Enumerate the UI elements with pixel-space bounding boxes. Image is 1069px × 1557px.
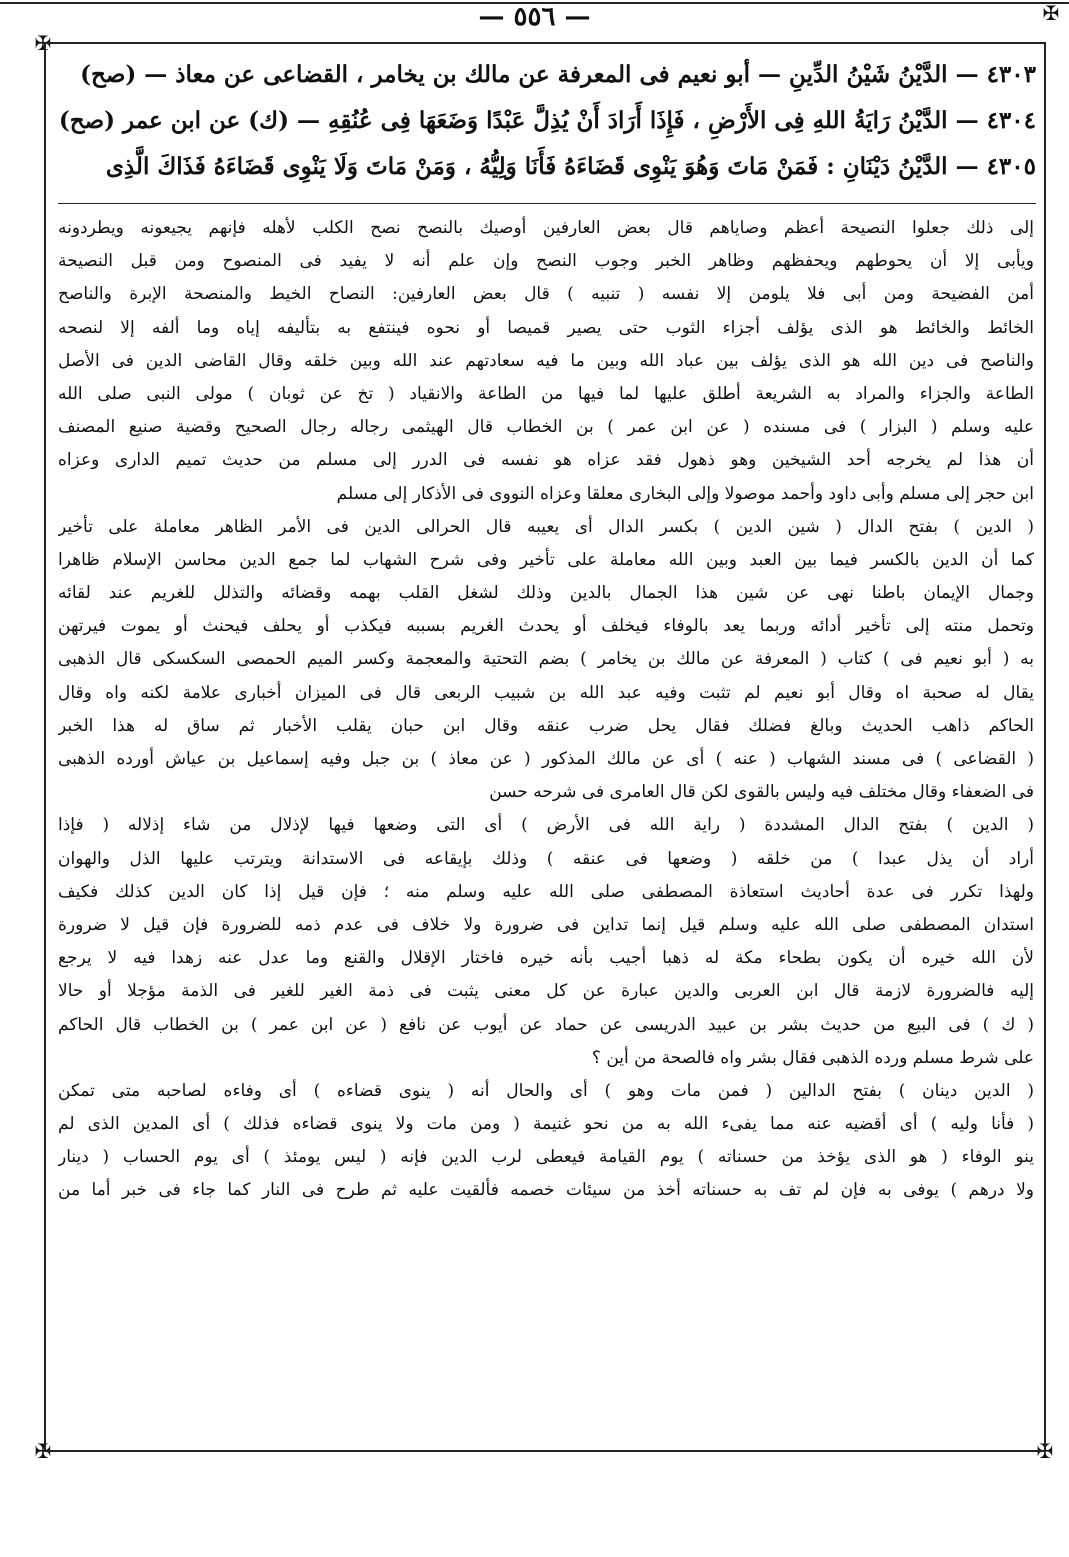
commentary-body xyxy=(58,212,1034,1442)
section-divider xyxy=(58,203,1036,204)
commentary-line: الطاعة والجزاء والمراد به الشريعة أطلق عليها لما فيها من الطاعة والانقياد ( تخ عن ثوبان ) مولى النبى صلى الله xyxy=(58,383,1034,404)
hadith-4305: ٤٣٠٥ — الدَّيْنُ دَيْنَانِ : فَمَنْ مَاتَ وَهُوَ يَنْوِى قَضَاءَهُ فَأَنَا وَلِيُّهُ ، وَمَنْ مَاتَ وَلَا يَنْوِى قَضَاءَهُ فَذَاكَ الَّذِى xyxy=(105,153,1036,180)
commentary-line: ( ك ) فى البيع من حديث بشر بن عبيد الدريسى عن حماد عن أيوب عن نافع ( عن ابن عمر ) بن الخطاب قال الحاكم xyxy=(58,1014,1034,1035)
page-number: — ٥٥٦ — xyxy=(478,2,591,32)
commentary-line: ( القضاعى ) فى مسند الشهاب ( عنه ) أى عن مالك المذكور ( عن معاذ ) بن جبل وفيه إسماعيل بن عياش أورده الذهبى xyxy=(58,749,1034,769)
commentary-line: الحاكم ذاهب الحديث وبالغ فضلك فقال يحل ضرب عنقه وقال ابن حبان يقلب الأخبار ثم ساق له هذا الخبر xyxy=(58,715,1034,736)
hadith-4303: ٤٣٠٣ — الدَّيْنُ شَيْنُ الدِّينِ — أبو نعيم فى المعرفة عن مالك بن يخامر ، القضاعى عن معاذ — (صح) xyxy=(80,61,1036,88)
commentary-line: وجمال الإيمان باطنا نهى عن شين هذا الجمال بالدين وذلك لشغل القلب بهمه وقضائه والتذلل للغريم عند لقائه xyxy=(58,583,1034,604)
commentary-line: أمن الفضيحة ومن أبى فلا يلومن إلا نفسه ( تنبيه ) قال بعض العارفين: النصاح الخيط والمنصحة الإبرة والناصح xyxy=(58,284,1034,305)
commentary-line: ابن حجر إلى مسلم وأبى داود وأحمد موصولا وإلى البخارى معلقا وعزاه النووى فى الأذكار إلى مسلم xyxy=(336,483,1034,504)
commentary-line: ولهذا تكرر فى عدة أحاديث استعاذة المصطفى صلى الله عليه وسلم منه ؛ فإن قيل إذا كان الدين كذلك فكيف xyxy=(58,881,1034,902)
commentary-line: ينو الوفاء ( هو الذى يؤخذ من حسناته ) يوم القيامة فيعطى لرب الدين فإنه ( ليس يومئذ ) أى يوم الحساب ( دينار xyxy=(58,1147,1034,1168)
commentary-line: استدان المصطفى صلى الله عليه وسلم قيل إنما تداين فى ضرورة ولا خلاف فى عدم ذمه للضرورة فإن قيل لا ضرورة xyxy=(58,914,1034,935)
commentary-line: ( فأنا وليه ) أى أقضيه عنه مما يفىء الله به من نحو غنيمة ( ومن مات ولا ينوى قضاءه فذلك ) أى المدين الذى لم xyxy=(58,1114,1034,1135)
hadith-texts xyxy=(58,52,1036,202)
commentary-line: وتحمل منته إلى تأخير أدائه وربما يعد بالوفاء فيخلف أو يحدث الغريم بسببه فيكذب أو يحلف فيحنث أو يموت فيرتهن xyxy=(58,616,1034,637)
commentary-line: على شرط مسلم ورده الذهبى فقال بشر واه فالصحة من أين ؟ xyxy=(591,1047,1034,1068)
corner-ornament-icon: ✠ xyxy=(1036,1439,1054,1463)
commentary-line: ( الدين ) بفتح الدال المشددة ( راية الله فى الأرض ) أى التى وضعها فيها لإذلال من شاء إذلاله ( فإذا xyxy=(58,815,1034,836)
corner-ornament-icon: ✠ xyxy=(34,31,52,55)
commentary-line: يقال له صحبة اه وقال أبو نعيم لم تثبت وفيه عبد الله بن شبيب الربعى قال فى الميزان أخبارى علامة لكنه واه وقال xyxy=(58,682,1034,703)
commentary-line: كما أن الدين بالكسر فيما بين العبد وبين الله معاملة على تأخير وفى شرح الشهاب لما جمع الدين محاسن الإسلام ظاهرا xyxy=(58,549,1034,570)
commentary-line: به ( أبو نعيم فى ) كتاب ( المعرفة عن مالك بن يخامر ) بضم التحتية والمعجمة وكسر الميم الحمصى السكسكى قال الذهبى xyxy=(58,649,1034,670)
commentary-line: ( الدين ) بفتح الدال ( شين الدين ) بكسر الدال أى يعيبه قال الحرالى الدين فى الأمر الظاهر معاملة على تأخير xyxy=(58,516,1034,537)
hadith-4304: ٤٣٠٤ — الدَّيْنُ رَايَةُ اللهِ فِى الأَرْضِ ، فَإِذَا أَرَادَ أَنْ يُذِلَّ عَبْدًا وَضَعَهَا فِى عُنُقِهِ — (ك) عن ابن عمر (صح) xyxy=(58,107,1036,134)
commentary-line: الخائط والخائط هو الذى يؤلف أجزاء الثوب حتى يصير قميصا أو نحوه فينتفع به بتأليفه إياه وما ألفه إلا لنصحه xyxy=(58,317,1034,338)
corner-ornament-icon: ✠ xyxy=(1042,1,1060,25)
commentary-line: ويأبى إلا أن يحوطهم ويحفظهم وظاهر الخبر وجوب النصح وإن علم أنه لا يفيد فى المنصوح ومن قبل النصيحة xyxy=(58,251,1034,272)
commentary-line: إليه فالضرورة لازمة قال ابن العربى والدين عبارة عن كل معنى يثبت فى ذمة الغير للغير فى الذمة مؤجلا أو حالا xyxy=(58,981,1034,1002)
commentary-line: ( الدين دينان ) بفتح الدالين ( فمن مات وهو ) أى والحال أنه ( ينوى قضاءه ) أى وفاءه لصاحبه متى تمكن xyxy=(58,1080,1034,1101)
corner-ornament-icon: ✠ xyxy=(34,1439,52,1463)
commentary-line: ولا درهم ) يوفى به فإن لم تف به حسناته أخذ من سيئات خصمه فألقيت عليه ثم طرح فى النار كما جاء فى خبر أما من xyxy=(58,1180,1034,1201)
commentary-line: لأن الله خيره أن يكون بطحاء مكة له ذهبا أجيب بأنه خيره فاختار الإقلال والقنع وما عدل عنه زهدا فيه لا يرجع xyxy=(58,948,1034,969)
commentary-line: عليه وسلم ( البزار ) فى مسنده ( عن ابن عمر ) بن الخطاب قال الهيثمى رجاله رجال الصحيح وقضية صنيع المصنف xyxy=(58,417,1034,438)
commentary-line: والناصح فى دين الله هو الذى يؤلف بين عباد الله وبين ما فيه سعادتهم عند الله وبين خلقه وقال القاضى الدين فى الأصل xyxy=(58,350,1034,371)
commentary-line: أن هذا لم يخرجه أحد الشيخين وهو ذهول فقد عزاه هو نفسه فى الدرر إلى مسلم من حديث تميم الدارى وعزاه xyxy=(58,450,1034,471)
commentary-line: أراد أن يذل عبدا ) من خلقه ( وضعها فى عنقه ) وذلك بإيقاعه فى الاستدانة ويترتب عليها الذل والهوان xyxy=(58,848,1034,869)
commentary-line: إلى ذلك جعلوا النصيحة أعظم وصاياهم قال بعض العارفين أوصيك بالنصح نصح الكلب لأهله فإنهم يجيعونه ويطردونه xyxy=(58,218,1034,238)
commentary-line: فى الضعفاء وقال مختلف فيه وليس بالقوى لكن قال العامرى فى شرحه حسن xyxy=(489,782,1034,803)
